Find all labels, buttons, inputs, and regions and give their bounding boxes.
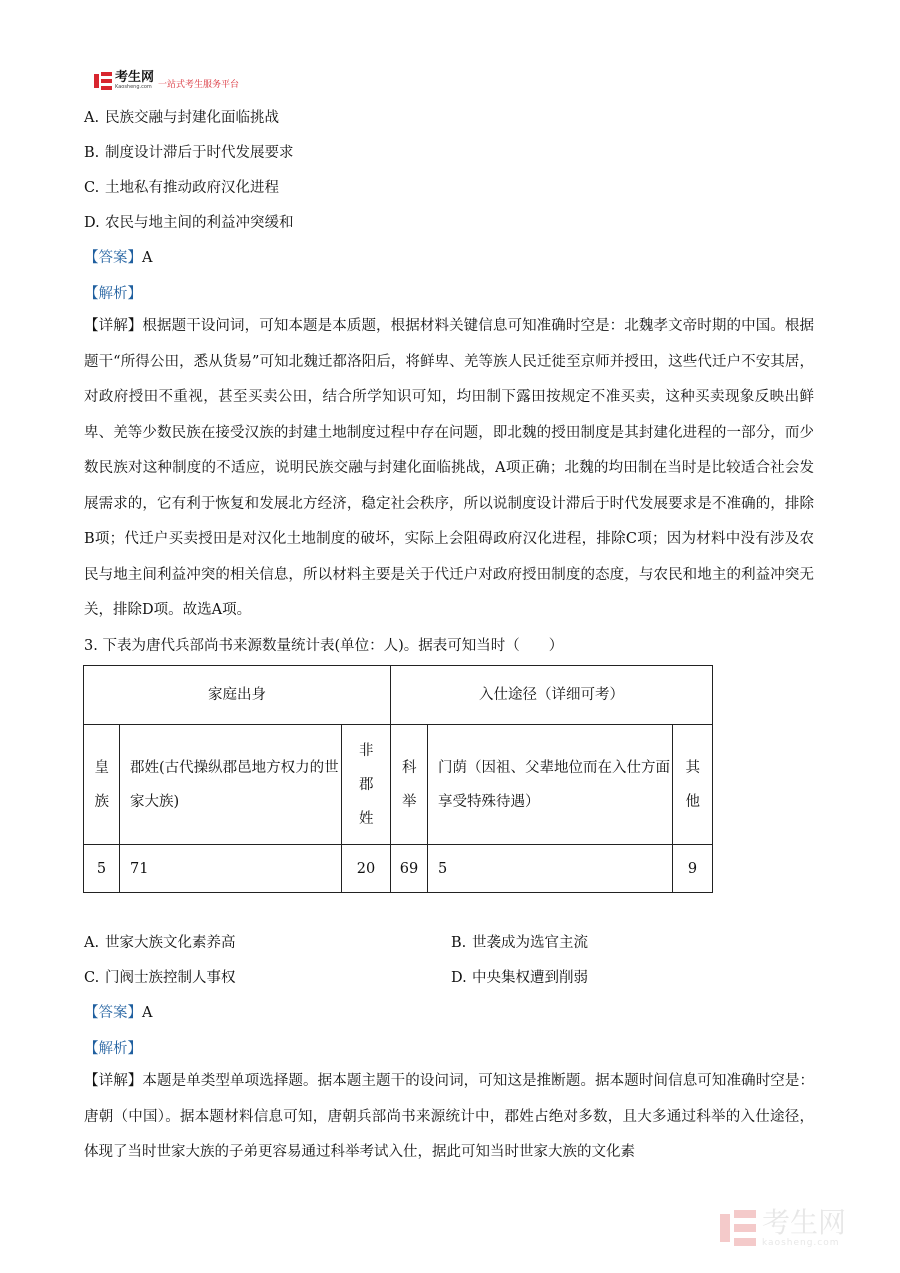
col-header-non-junxing: 非郡姓 [342,725,391,845]
q2-answer [84,246,152,267]
q3-option-a: A. 世家大族文化素养高 [84,935,236,951]
watermark-domain: kaosheng.com [762,1238,840,1248]
answer-value: A [142,1005,153,1021]
watermark-text: 考生网 [762,1206,847,1239]
q2-analysis-heading: 【解析】 [84,286,142,302]
detail-text: 根据题干设问词，可知本题是本质题，根据材料关键信息可知准确时空是：北魏孝文帝时期的中国。根据题干“所得公田，悉从货易”可知北魏迁都洛阳后，将鲜卑、羌等族人民迁徙至京师并授田，这些代迁户不安其居，对政府授田不重视，甚至买卖公田，结合所学知识可知，均田制下露田按规定不准买卖，这种买卖现象反映出鲜卑、羌等少数民族在接受汉族的封建土地制度过程中存在问题，即北魏的授田制度是其封建化进程的一部分，而少数民族对这种制度的不适应，说明民族交融与封建化面临挑战，A项正确；北魏的均田制在当时是比较适合社会发展需求的，它有利于恢复和发展北方经济，稳定社会秩序，所以说制度设计滞后于时代发展要求是不准确的，排除B项；代迁户买卖授田是对汉化土地制度的破坏，实际上会阻碍政府汉化进程，排除C项；因为材料中没有涉及农民与地主间利益冲突的相关信息，所以材料主要是关于代迁户对政府授田制度的态度，与农民和地主的利益冲突无关，排除D项。故选A项。 [84,318,815,618]
logo-icon [94,72,112,90]
col-header-yin: 门荫（因祖、父辈地位而在入仕方面享受特殊待遇） [428,725,673,845]
q3-answer [84,1001,152,1022]
answer-tag: 【答案】 [84,1005,142,1021]
group-header-family: 家庭出身 [84,666,391,725]
answer-tag: 【答案】 [84,250,142,266]
q2-option-c: C. 土地私有推动政府汉化进程 [84,180,279,196]
group-header-career: 入仕途径（详细可考） [391,666,713,725]
col-header-other: 其他 [673,725,713,845]
q2-detail [84,309,814,629]
col-header-junxing: 郡姓(古代操纵郡邑地方权力的世家大族) [120,725,342,845]
detail-tag: 【详解】 [84,318,143,334]
q3-option-b: B. 世袭成为选官主流 [451,935,588,951]
cell-exam: 69 [391,845,428,893]
cell-other: 9 [673,845,713,893]
q3-analysis-heading: 【解析】 [84,1041,142,1057]
detail-text: 本题是单类型单项选择题。据本题主题干的设问词，可知这是推断题。据本题时间信息可知准确时空是：唐朝（中国）。据本题材料信息可知，唐朝兵部尚书来源统计中，郡姓占绝对多数，且大多通过科举的入仕途径，体现了当时世家大族的子弟更容易通过科举考试入仕，据此可知当时世家大族的文化素 [84,1073,815,1160]
col-header-royal: 皇族 [84,725,120,845]
q2-option-d: D. 农民与地主间的利益冲突缓和 [84,215,294,231]
cell-non-junxing: 20 [342,845,391,893]
q3-detail [84,1064,814,1171]
answer-value: A [142,250,153,266]
table-row [84,845,713,893]
detail-tag: 【详解】 [84,1073,143,1089]
site-logo[interactable] [94,72,239,90]
q3-stem: 3. 下表为唐代兵部尚书来源数量统计表(单位：人)。据表可知当时（ ） [84,638,564,654]
q3-option-d: D. 中央集权遭到削弱 [451,970,588,986]
col-header-exam: 科举 [391,725,428,845]
cell-yin: 5 [428,845,673,893]
cell-royal: 5 [84,845,120,893]
logo-domain: Kaosheng.com [115,84,152,90]
q2-option-b: B. 制度设计滞后于时代发展要求 [84,145,294,161]
watermark-logo-icon [720,1210,756,1246]
q3-option-c: C. 门阀士族控制人事权 [84,970,236,986]
q2-option-a: A. 民族交融与封建化面临挑战 [84,110,279,126]
source-table [83,665,713,893]
watermark [720,1208,846,1248]
logo-brand: 考生网 [115,70,155,85]
cell-junxing: 71 [120,845,342,893]
logo-slogan: 一站式考生服务平台 [158,79,240,90]
